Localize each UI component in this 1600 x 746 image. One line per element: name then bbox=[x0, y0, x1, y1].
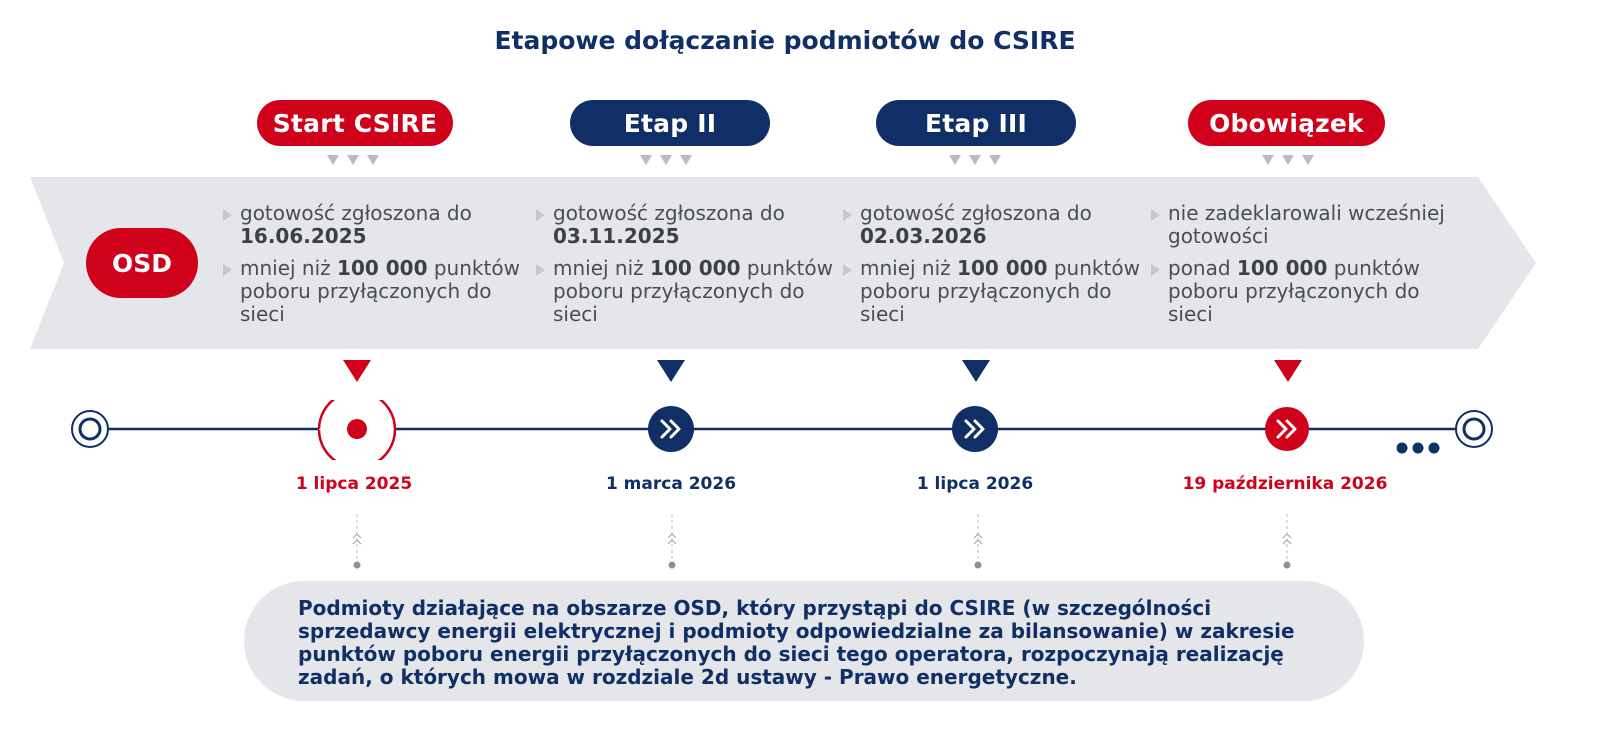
osd-badge bbox=[86, 228, 198, 298]
milestone-date-start: 1 lipca 2025 bbox=[295, 474, 413, 494]
chevron-down-icon bbox=[640, 155, 692, 165]
info-text: Podmioty działające na obszarze OSD, który przystąpi do CSIRE (w szczególności sprzedawcy energii elektrycznej i podmioty odpowiedzialne za bilansowanie) w zakresie punktów poboru energii przyłączonych do sieci tego operatora, rozpoczynają realizację zadań, o których mowa w rozdziale 2d ustawy - Prawo energetyczne. bbox=[298, 596, 1295, 689]
connector-icon bbox=[347, 512, 367, 572]
timeline bbox=[0, 400, 1600, 460]
bullet-points: mniej niż 100 000 punktów poboru przyłączonych do sieci bbox=[840, 257, 1140, 326]
info-box bbox=[244, 581, 1364, 701]
stage-pill-etap-2 bbox=[570, 100, 770, 146]
stage-column-etap-3 bbox=[840, 202, 1140, 335]
timeline-end-icon bbox=[1456, 411, 1492, 447]
triangle-down-icon bbox=[657, 360, 685, 382]
fast-forward-icon bbox=[1265, 407, 1309, 451]
stage-label: Etap II bbox=[623, 108, 717, 138]
ellipsis-icon bbox=[1397, 443, 1440, 454]
triangle-down-icon bbox=[343, 360, 371, 382]
fast-forward-icon bbox=[952, 406, 998, 452]
timeline-start-icon bbox=[72, 411, 108, 447]
stage-column-start bbox=[220, 202, 520, 335]
bullet-readiness: gotowość zgłoszona do 02.03.2026 bbox=[840, 202, 1140, 248]
bullet-points: mniej niż 100 000 punktów poboru przyłączonych do sieci bbox=[220, 257, 520, 326]
stage-label: Start CSIRE bbox=[272, 108, 438, 138]
chevron-down-icon bbox=[327, 155, 379, 165]
bullet-readiness: gotowość zgłoszona do 03.11.2025 bbox=[533, 202, 833, 248]
stage-label: Etap III bbox=[924, 108, 1027, 138]
connector-icon bbox=[1277, 512, 1297, 572]
stage-pill-start bbox=[257, 100, 453, 146]
stage-label: Obowiązek bbox=[1209, 108, 1364, 138]
stage-pill-obowiazek bbox=[1188, 100, 1385, 146]
diagram-title: Etapowe dołączanie podmiotów do CSIRE bbox=[494, 26, 1076, 55]
triangle-down-icon bbox=[1274, 360, 1302, 382]
milestone-start-marker bbox=[319, 400, 395, 460]
connector-icon bbox=[968, 512, 988, 572]
milestone-date-etap-3: 1 lipca 2026 bbox=[916, 474, 1034, 494]
osd-label: OSD bbox=[111, 248, 172, 278]
triangle-down-icon bbox=[962, 360, 990, 382]
bullet-points: ponad 100 000 punktów poboru przyłączonych do sieci bbox=[1148, 257, 1448, 326]
stage-pill-etap-3 bbox=[876, 100, 1076, 146]
bullet-readiness: nie zadeklarowali wcześniej gotowości bbox=[1148, 202, 1448, 248]
milestone-date-obowiazek: 19 października 2026 bbox=[1182, 474, 1388, 494]
milestone-date-etap-2: 1 marca 2026 bbox=[605, 474, 737, 494]
chevron-down-icon bbox=[949, 155, 1001, 165]
fast-forward-icon bbox=[648, 406, 694, 452]
connector-icon bbox=[662, 512, 682, 572]
bullet-points: mniej niż 100 000 punktów poboru przyłączonych do sieci bbox=[533, 257, 833, 326]
stage-column-obowiazek bbox=[1148, 202, 1448, 335]
bullet-readiness: gotowość zgłoszona do 16.06.2025 bbox=[220, 202, 520, 248]
stage-column-etap-2 bbox=[533, 202, 833, 335]
chevron-down-icon bbox=[1262, 155, 1314, 165]
